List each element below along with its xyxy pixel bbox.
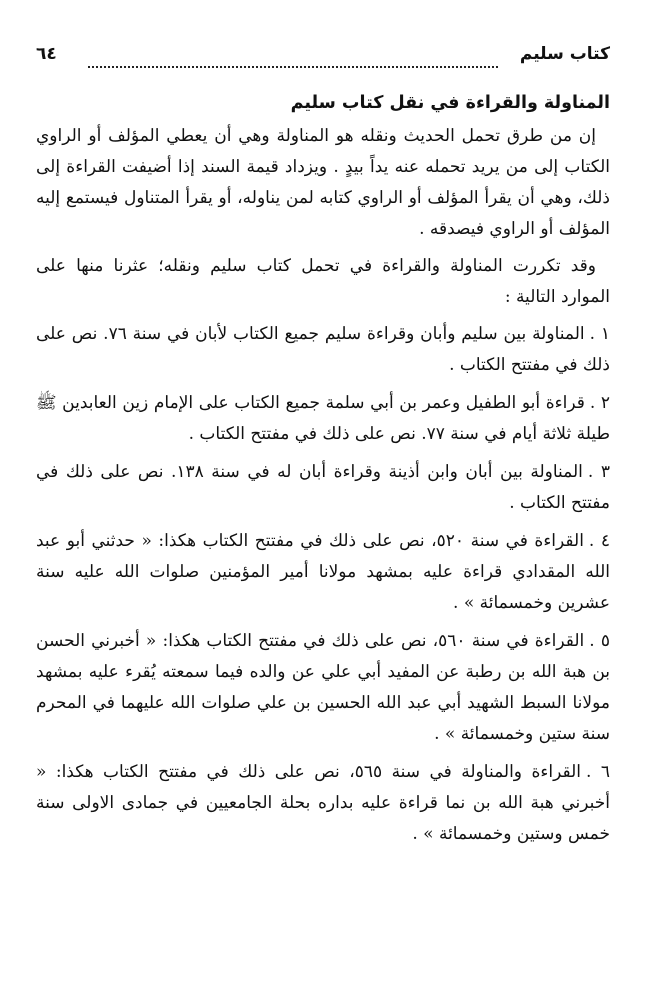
intro-paragraph: إن من طرق تحمل الحديث ونقله هو المناولة وهي أن يعطي المؤلف أو الراوي الكتاب إلى من يريد تحمله عنه يداً بيدٍ . ويزداد قيمة السند إذا أضيفت القراءة إلى ذلك، وهي أن يقرأ المؤلف أو الراوي كتابه لمن يناوله، أو يقرأ المتناول فيستمع إليه المؤلف أو الراوي فيصدقه . bbox=[36, 126, 610, 239]
list-item-text: المناولة بين أبان وابن أذينة وقراءة أبان له في سنة ١٣٨. نص على ذلك في مفتتح الكتاب . bbox=[36, 462, 610, 513]
sources-paragraph: وقد تكررت المناولة والقراءة في تحمل كتاب سليم ونقله؛ عثرنا منها على الموارد التالية : bbox=[36, 256, 610, 307]
list-item-number: ٤ . bbox=[588, 531, 610, 551]
list-item bbox=[36, 457, 610, 519]
list-item-number: ٢ . bbox=[589, 393, 611, 413]
list-item-number: ٦ . bbox=[585, 762, 610, 782]
list-item bbox=[36, 319, 610, 381]
page-body bbox=[36, 88, 610, 857]
header-dotted-rule bbox=[88, 66, 498, 68]
list-item bbox=[36, 388, 610, 450]
list-item bbox=[36, 526, 610, 619]
list-item bbox=[36, 757, 610, 850]
list-item-text: المناولة بين سليم وأبان وقراءة سليم جميع الكتاب لأبان في سنة ٧٦. نص على ذلك في مفتتح الكتاب . bbox=[36, 324, 610, 375]
list-item-number: ٥ . bbox=[589, 631, 610, 651]
section-heading: المناولة والقراءة في نقل كتاب سليم bbox=[290, 93, 610, 113]
list-item-number: ١ . bbox=[589, 324, 610, 344]
list-item-text: القراءة والمناولة في سنة ٥٦٥، نص على ذلك في مفتتح الكتاب هكذا: « أخبرني هبة الله بن نما قراءة عليه بداره بحلة الجامعيين في جمادى الاولى سنة خمس وستين وخمسمائة » . bbox=[36, 762, 610, 844]
list-item-text: القراءة في سنة ٥٦٠، نص على ذلك في مفتتح الكتاب هكذا: « أخبرني الحسن بن هبة الله بن رطبة عن المفيد أبي علي عن والده فيما سمعته يُقرء عليه بمشهد مولانا السبط الشهيد أبي عبد الله الحسين بن علي صلوات الله عليهما في المحرم سنة ستين وخمسمائة » . bbox=[36, 631, 610, 744]
list-item-text: القراءة في سنة ٥٢٠، نص على ذلك في مفتتح الكتاب هكذا: « حدثني أبو عبد الله المقدادي قراءة عليه بمشهد مولانا أمير المؤمنين صلوات الله عليه سنة عشرين وخمسمائة » . bbox=[36, 531, 610, 613]
list-item-number: ٣ . bbox=[587, 462, 610, 482]
page-header bbox=[36, 44, 610, 74]
list-item-text: قراءة أبو الطفيل وعمر بن أبي سلمة جميع الكتاب على الإمام زين العابدين ﷺ طيلة ثلاثة أيام في سنة ٧٧. نص على ذلك في مفتتح الكتاب . bbox=[36, 393, 610, 444]
list-item bbox=[36, 626, 610, 750]
running-title: كتاب سليم bbox=[519, 44, 610, 64]
page-number: ٦٤ bbox=[36, 44, 57, 64]
